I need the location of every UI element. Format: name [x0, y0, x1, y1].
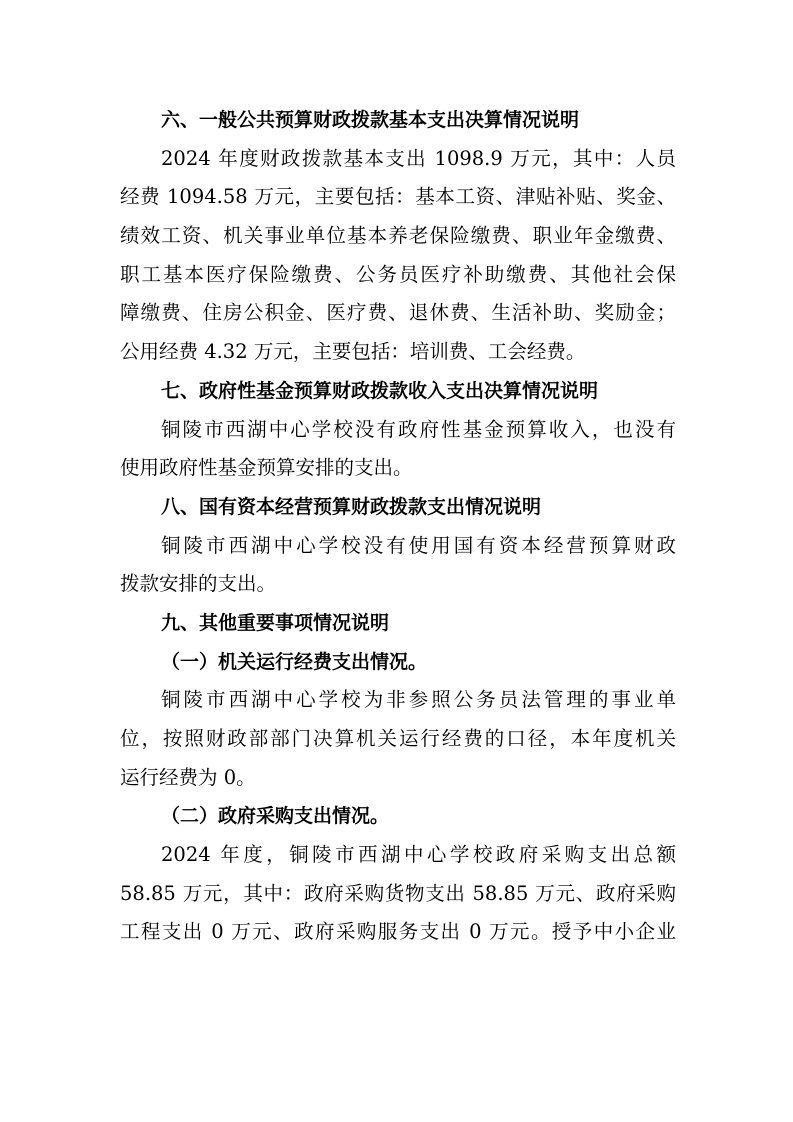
paragraph-line: 2024 年度财政拨款基本支出 1098.9 万元，其中：人员	[161, 146, 676, 170]
subsection-heading-1: （一）机关运行经费支出情况。	[161, 650, 428, 673]
paragraph-line: 铜陵市西湖中心学校为非参照公务员法管理的事业单	[161, 688, 676, 712]
paragraph-line: 位，按照财政部部门决算机关运行经费的口径，本年度机关	[120, 727, 676, 750]
paragraph-line: 经费 1094.58 万元，主要包括：基本工资、津贴补贴、奖金、	[120, 185, 676, 209]
paragraph-line: 工程支出 0 万元、政府采购服务支出 0 万元。授予中小企业	[120, 920, 676, 944]
section-heading-8: 八、国有资本经营预算财政拨款支出情况说明	[161, 495, 542, 518]
paragraph-line: 58.85 万元，其中：政府采购货物支出 58.85 万元、政府采购	[120, 881, 676, 905]
paragraph-line: 使用政府性基金预算安排的支出。	[120, 456, 413, 480]
subsection-heading-2: （二）政府采购支出情况。	[161, 805, 390, 828]
section-heading-7: 七、政府性基金预算财政拨款收入支出决算情况说明	[161, 379, 599, 402]
paragraph-line: 障缴费、住房公积金、医疗费、退休费、生活补助、奖励金；	[120, 301, 676, 325]
paragraph-line: 公用经费 4.32 万元，主要包括：培训费、工会经费。	[120, 340, 586, 364]
paragraph-line: 拨款安排的支出。	[120, 572, 277, 596]
paragraph-line: 铜陵市西湖中心学校没有使用国有资本经营预算财政	[161, 533, 676, 557]
section-heading-6: 六、一般公共预算财政拨款基本支出决算情况说明	[161, 109, 580, 131]
section-heading-9: 九、其他重要事项情况说明	[161, 611, 390, 634]
paragraph-line: 铜陵市西湖中心学校没有政府性基金预算收入，也没有	[161, 417, 676, 441]
paragraph-line: 绩效工资、机关事业单位基本养老保险缴费、职业年金缴费、	[120, 224, 676, 248]
paragraph-line: 2024 年度，铜陵市西湖中心学校政府采购支出总额	[161, 843, 676, 867]
document-page	[120, 101, 676, 952]
paragraph-line: 职工基本医疗保险缴费、公务员医疗补助缴费、其他社会保	[120, 262, 676, 286]
paragraph-line: 运行经费为 0。	[120, 765, 256, 789]
